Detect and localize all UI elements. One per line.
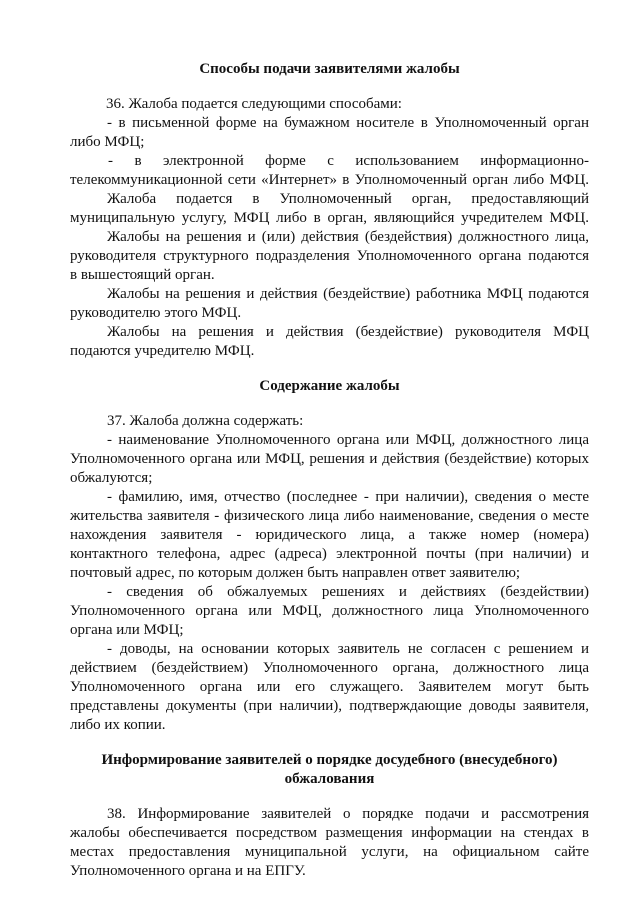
- paragraph-line: либо МФЦ;: [70, 134, 145, 150]
- paragraph-line: Уполномоченного органа или МФЦ, должностного лица Уполномоченного: [70, 603, 589, 619]
- paragraph-line: органа или МФЦ;: [70, 622, 184, 638]
- section-heading-appeal-info-cont: обжалования: [284, 771, 375, 787]
- paragraph-line: контактного телефона, адрес (адреса) электронной почты (при наличии) и: [70, 546, 589, 562]
- paragraph-line: местах предоставления муниципальной услуги, на официальном сайте: [70, 844, 589, 860]
- paragraph-line: - доводы, на основании которых заявитель не согласен с решением и: [107, 641, 589, 657]
- paragraph-line: 36. Жалоба подается следующими способами:: [106, 96, 402, 112]
- paragraph-line: Жалобы на решения и действия (бездействие) руководителя МФЦ: [107, 324, 589, 340]
- paragraph-line: Уполномоченного органа или МФЦ, решения и действия (бездействие) которых: [70, 451, 589, 467]
- paragraph-line: руководителю этого МФЦ.: [70, 305, 242, 321]
- section-heading-complaint-methods: Способы подачи заявителями жалобы: [199, 61, 460, 77]
- paragraph-line: руководителя структурного подразделения Уполномоченного органа подаются: [70, 248, 589, 264]
- paragraph-line: почтовый адрес, по которым должен быть направлен ответ заявителю;: [70, 565, 521, 581]
- paragraph-line: действием (бездействием) Уполномоченного органа, должностного лица: [70, 660, 589, 676]
- paragraph-line: 37. Жалоба должна содержать:: [107, 413, 304, 429]
- paragraph-line: Жалобы на решения и (или) действия (бездействия) должностного лица,: [107, 229, 589, 245]
- paragraph-line: в вышестоящий орган.: [70, 267, 215, 283]
- paragraph-line: жительства заявителя - физического лица либо наименование, сведения о месте: [70, 508, 589, 524]
- paragraph-line: обжалуются;: [70, 470, 153, 486]
- paragraph-line: подаются учредителю МФЦ.: [70, 343, 255, 359]
- section-heading-complaint-content: Содержание жалобы: [259, 378, 400, 394]
- paragraph-line: - в электронной форме с использованием информационно-: [108, 153, 589, 169]
- paragraph-line: представлены документы (при наличии), подтверждающие доводы заявителя,: [70, 698, 589, 714]
- paragraph-line: Жалобы на решения и действия (бездействие) работника МФЦ подаются: [107, 286, 589, 302]
- paragraph-line: 38. Информирование заявителей о порядке подачи и рассмотрения: [107, 806, 589, 822]
- section-heading-appeal-info: Информирование заявителей о порядке досудебного (внесудебного): [101, 752, 558, 768]
- paragraph-line: либо их копии.: [70, 717, 166, 733]
- paragraph-line: Жалоба подается в Уполномоченный орган, предоставляющий: [107, 191, 589, 207]
- paragraph-line: - фамилию, имя, отчество (последнее - при наличии), сведения о месте: [107, 489, 589, 505]
- paragraph-line: - наименование Уполномоченного органа или МФЦ, должностного лица: [107, 432, 589, 448]
- paragraph-line: муниципальную услугу, МФЦ либо в орган, являющийся учредителем МФЦ.: [70, 210, 589, 226]
- paragraph-line: - в письменной форме на бумажном носителе в Уполномоченный орган: [107, 115, 589, 131]
- paragraph-line: Уполномоченного органа или его служащего. Заявителем могут быть: [70, 679, 589, 695]
- paragraph-line: Уполномоченного органа и на ЕПГУ.: [70, 863, 306, 879]
- paragraph-line: жалобы обеспечивается посредством размещения информации на стендах в: [70, 825, 589, 841]
- paragraph-line: - сведения об обжалуемых решениях и действиях (бездействии): [107, 584, 589, 600]
- paragraph-line: нахождения заявителя - юридического лица, а также номер (номера): [70, 527, 589, 543]
- paragraph-line: телекоммуникационной сети «Интернет» в Уполномоченный орган либо МФЦ.: [70, 172, 589, 188]
